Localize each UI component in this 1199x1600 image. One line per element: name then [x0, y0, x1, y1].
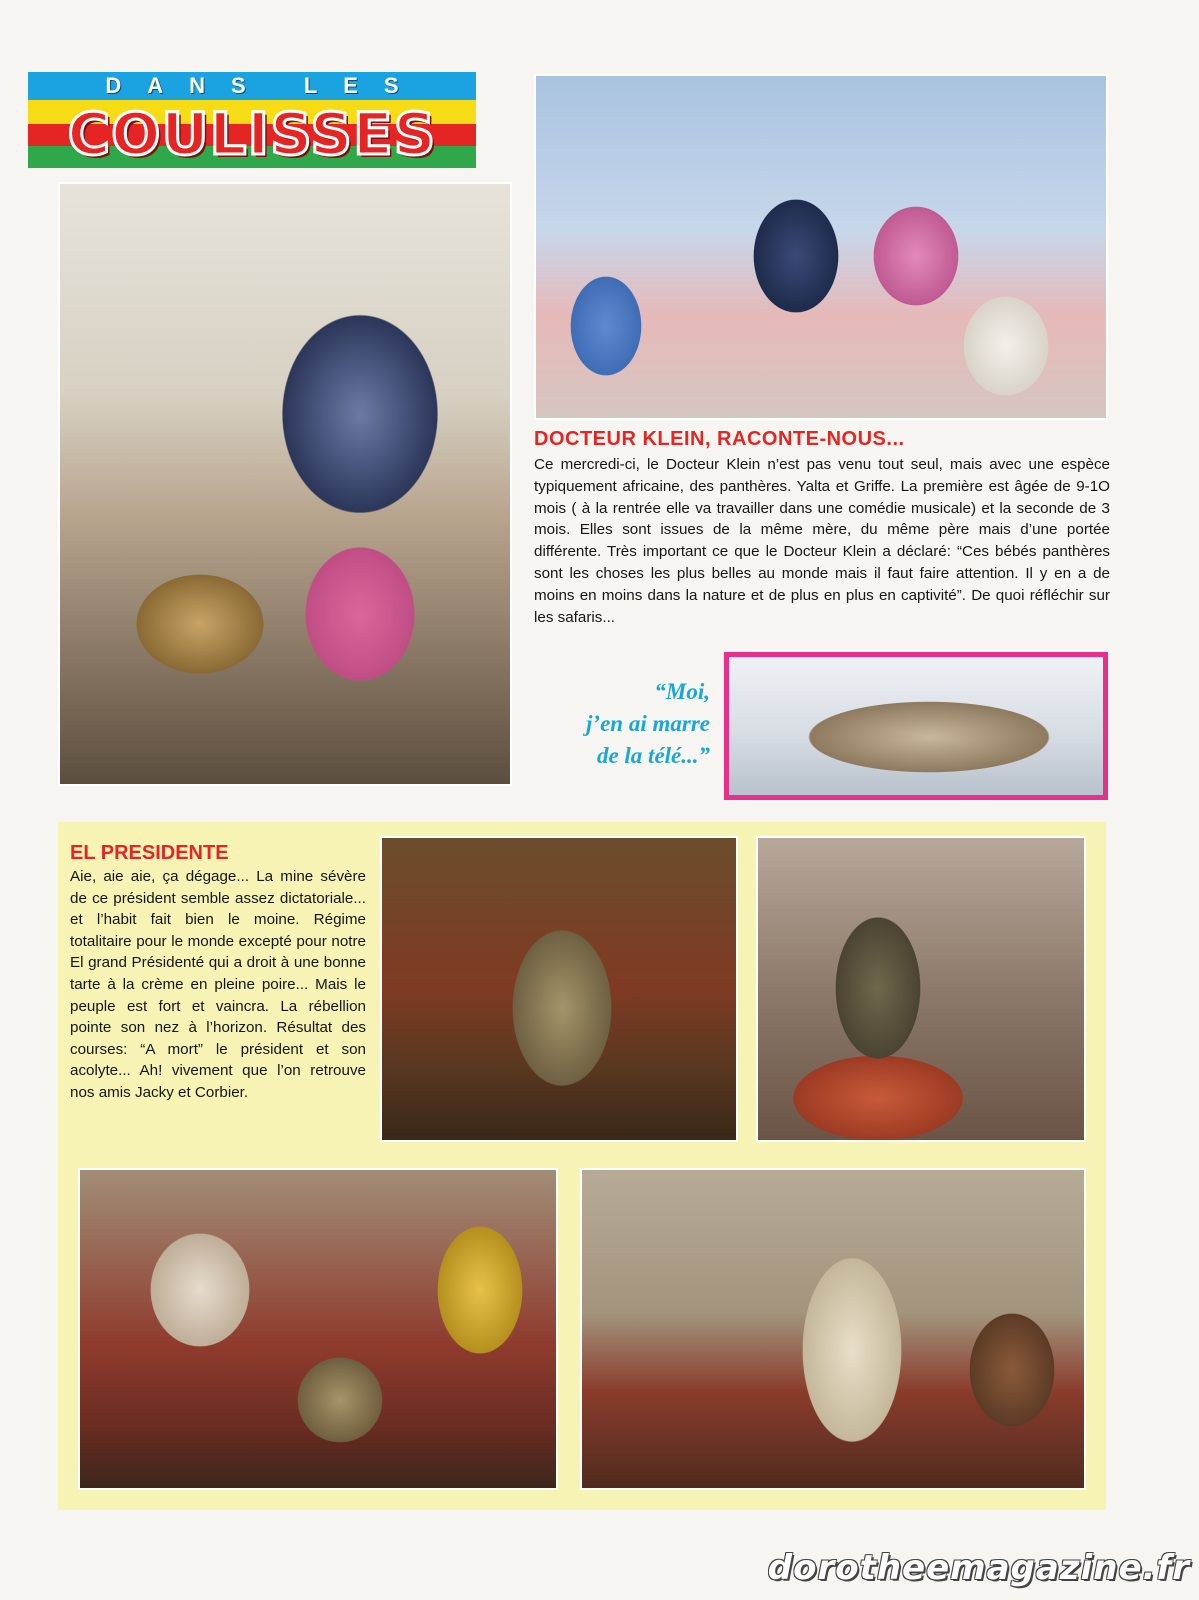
quote-line: “Moi, [654, 679, 710, 704]
photo-president-desk [380, 836, 738, 1142]
photo-group-with-panthers [534, 74, 1108, 420]
logo-main-text: COULISSES [67, 100, 437, 168]
coulisses-logo [28, 72, 476, 168]
klein-article-title: DOCTEUR KLEIN, RACONTE-NOUS... [534, 428, 905, 450]
site-watermark: dorotheemagazine.fr [767, 1548, 1190, 1588]
logo-main [28, 100, 476, 168]
quote-line: de la télé...” [596, 743, 710, 768]
klein-article-body: Ce mercredi-ci, le Docteur Klein n’est pas venu tout seul, mais avec une espèce typiquement africaine, des panthères. Yalta et Griffe. La première est âgée de 9-1O mois ( à la rentrée elle va travailler dans une comédie musicale) et la seconde de 3 mois. Elles sont issues de la même mère, du même père mais d’une portée différente. Très important ce que le Docteur Klein a déclaré: “Ces bébés panthères sont les choses les plus belles au monde mais il faut faire attention. Il y en a de moins en moins dans la nature et de plus en plus en captivité”. De quoi réfléchir sur les safaris... [534, 456, 1110, 626]
presidente-title: EL PRESIDENTE [70, 842, 229, 864]
photo-president-tied-up [580, 1168, 1086, 1490]
photo-president-cream-pie [756, 836, 1086, 1142]
panther-quote [520, 676, 710, 772]
photo-president-with-children [78, 1168, 558, 1490]
logo-top-band [28, 72, 476, 100]
presidente-body: Aie, aie aie, ça dégage... La mine sévère de ce président semble assez dictatoriale... et l’habit fait bien le moine. Régime totalitaire pour le monde excepté pour notre El grand Présidenté qui a droit à une bonne tarte à la crème en pleine poire... Mais le peuple est fort et vaincra. La rébellion pointe son nez à l’horizon. Résultat des courses: “A mort” le président et son acolyte... Ah! vivement que l’on retrouve nos amis Jacky et Corbier. [70, 868, 366, 1101]
photo-panther-cub [724, 652, 1108, 800]
quote-line: j’en ai marre [586, 711, 710, 736]
logo-top-text: DANS LES [105, 73, 425, 98]
photo-klein-with-leopard [58, 182, 512, 786]
